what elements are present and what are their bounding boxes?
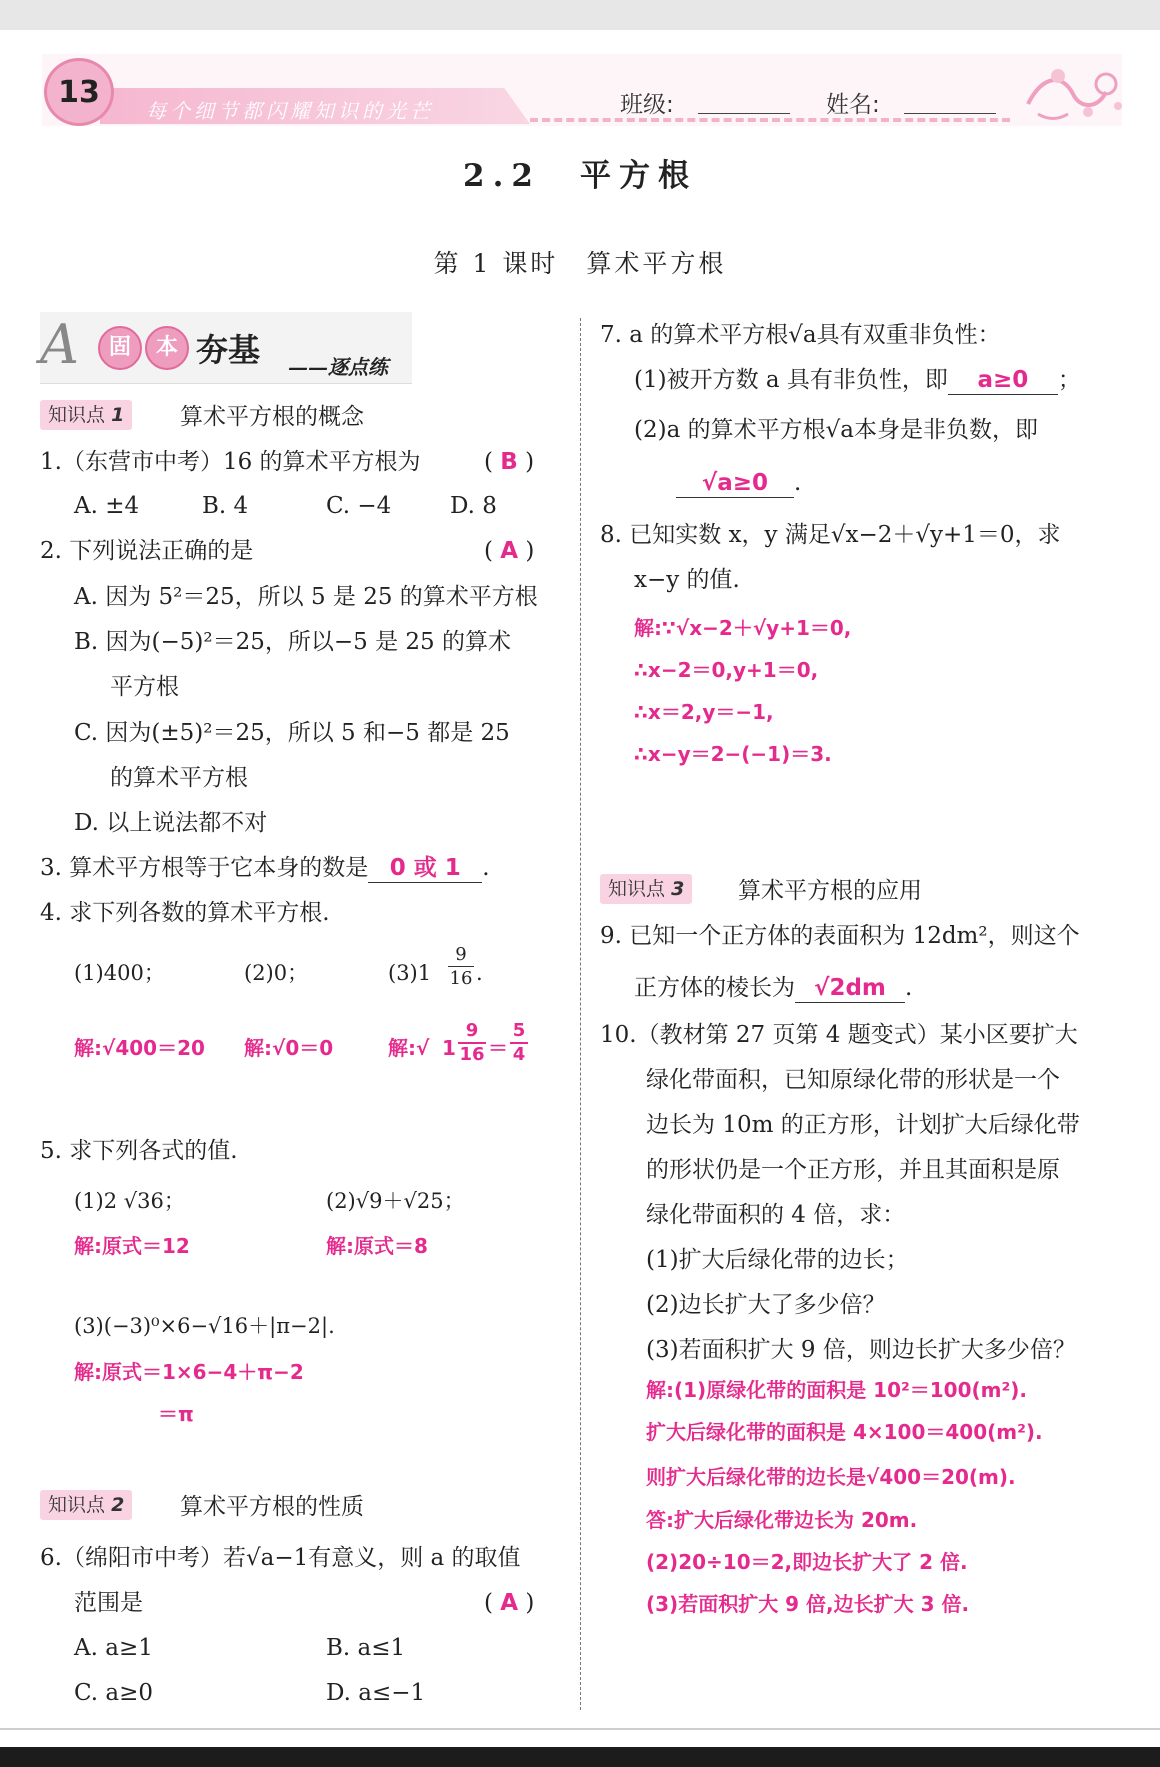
q1-answer-bracket: ( B ) <box>484 449 535 475</box>
q1-option-c: C. −4 <box>326 493 392 519</box>
q4-solution-3-num: 9 <box>458 1020 486 1044</box>
q10-line-5: 绿化带面积的 4 倍，求： <box>646 1202 906 1228</box>
q10-solution-3: 则扩大后绿化带的边长是√400＝20(m). <box>646 1465 1016 1489</box>
bottom-bar <box>0 1747 1160 1767</box>
q4-part-2: (2)0； <box>244 961 309 985</box>
page-number: 13 <box>44 58 114 126</box>
q4-fraction-den: 16 <box>449 968 473 989</box>
q5-solution-3: 解:原式＝1×6−4＋π−2 <box>74 1360 304 1384</box>
knowledge-point-1-title: 算术平方根的概念 <box>180 404 364 430</box>
q4-fraction-num: 9 <box>448 944 474 967</box>
q4-stem: 4. 求下列各数的算术平方根. <box>40 900 330 926</box>
q4-solution-1: 解:√400＝20 <box>74 1036 205 1060</box>
q8-solution-1: 解:∵√x−2＋√y+1＝0, <box>634 616 852 640</box>
q2-option-b: B. 因为(−5)²＝25，所以−5 是 25 的算术 <box>74 629 511 655</box>
q10-part-2: (2)边长扩大了多少倍？ <box>646 1292 886 1318</box>
q4-part-1: (1)400； <box>74 961 165 985</box>
q10-solution-2: 扩大后绿化带的面积是 4×100＝400(m²). <box>646 1420 1043 1444</box>
q4-solution-3: 解:√ <box>388 1036 430 1060</box>
q2-option-c-cont: 的算术平方根 <box>110 765 248 791</box>
bottom-line <box>0 1728 1160 1730</box>
q1-option-a: A. ±4 <box>74 493 140 519</box>
q10-line-1: 10.（教材第 27 页第 4 题变式）某小区要扩大 <box>600 1022 1078 1048</box>
knowledge-point-3-tag: 知识点 3 <box>600 874 692 904</box>
q6-option-d: D. a≤−1 <box>326 1680 426 1706</box>
knowledge-point-3-title: 算术平方根的应用 <box>738 878 922 904</box>
q4-solution-3-eq: ＝ <box>488 1036 508 1060</box>
q7-answer-1[interactable]: a≥0 <box>948 366 1058 395</box>
q9-stem-cont: 正方体的棱长为 √2dm . <box>634 975 913 1001</box>
q8-stem: 8. 已知实数 x，y 满足√x−2＋√y+1＝0，求 <box>600 522 1061 548</box>
q5-part-1: (1)2 √36； <box>74 1189 185 1213</box>
q8-solution-4: ∴x−y＝2−(−1)＝3. <box>634 742 832 766</box>
top-bar <box>0 0 1160 30</box>
q5-solution-2: 解:原式＝8 <box>326 1234 428 1258</box>
q10-line-4: 的形状仍是一个正方形，并且其面积是原 <box>646 1157 1060 1183</box>
floral-ornament-icon <box>1018 54 1128 126</box>
q5-solution-3-result: ＝π <box>158 1402 194 1426</box>
lesson-subtitle: 第 1 课时 算术平方根 <box>433 249 727 278</box>
q1-option-b: B. 4 <box>202 493 249 519</box>
q8-stem-cont: x−y 的值. <box>634 567 740 593</box>
q7-answer-2[interactable]: √a≥0 <box>676 469 794 498</box>
q10-solution-4: 答:扩大后绿化带边长为 20m. <box>646 1508 918 1532</box>
name-blank[interactable] <box>904 113 996 114</box>
q5-stem: 5. 求下列各式的值. <box>40 1138 238 1164</box>
q1-option-d: D. 8 <box>450 493 497 519</box>
q2-option-c: C. 因为(±5)²＝25，所以 5 和−5 都是 25 <box>74 720 510 746</box>
banner-word: 夯基 <box>196 331 261 369</box>
q10-line-2: 绿化带面积，已知原绿化带的形状是一个 <box>646 1067 1060 1093</box>
q6-stem-cont: 范围是 <box>74 1590 143 1616</box>
q4-solution-2: 解:√0＝0 <box>244 1036 334 1060</box>
q2-option-b-cont: 平方根 <box>110 674 179 700</box>
q10-part-1: (1)扩大后绿化带的边长； <box>646 1247 909 1273</box>
header-dashline <box>530 118 1010 122</box>
q7-part-2: (2)a 的算术平方根√a本身是非负数，即 <box>634 417 1038 443</box>
banner-letter: A <box>40 313 79 376</box>
q5-part-2: (2)√9＋√25； <box>326 1189 465 1213</box>
q3-stem: 3. 算术平方根等于它本身的数是 0 或 1 . <box>40 855 490 881</box>
q6-stem: 6.（绵阳市中考）若√a−1有意义，则 a 的取值 <box>40 1545 521 1571</box>
section-title: 2.2 平方根 <box>463 158 697 194</box>
q2-answer-bracket: ( A ) <box>484 538 535 564</box>
q4-part-3: (3)1 <box>388 961 432 985</box>
q4-period: . <box>476 961 483 985</box>
q4-solution-3-rnum: 5 <box>510 1020 528 1044</box>
q10-solution-1: 解:(1)原绿化带的面积是 10²＝100(m²). <box>646 1378 1027 1402</box>
q10-solution-5: (2)20÷10＝2,即边长扩大了 2 倍. <box>646 1550 968 1574</box>
q4-solution-3-den: 16 <box>459 1044 485 1065</box>
banner-circle-1: 固 <box>98 326 142 370</box>
q6-option-c: C. a≥0 <box>74 1680 154 1706</box>
q7-part-1: (1)被开方数 a 具有非负性，即 a≥0 ； <box>634 367 1081 393</box>
q5-solution-1: 解:原式＝12 <box>74 1234 190 1258</box>
q6-option-a: A. a≥1 <box>74 1635 153 1661</box>
q5-part-3: (3)(−3)⁰×6−√16＋|π−2|. <box>74 1314 335 1338</box>
q6-answer-bracket: ( A ) <box>484 1590 535 1616</box>
q8-solution-2: ∴x−2＝0,y+1＝0, <box>634 658 819 682</box>
name-label: 姓名: <box>826 92 880 118</box>
q9-answer[interactable]: √2dm <box>795 974 905 1003</box>
q2-stem: 2. 下列说法正确的是 <box>40 538 254 564</box>
knowledge-point-1-tag: 知识点 1 <box>40 400 132 430</box>
class-label: 班级: <box>620 92 674 118</box>
q10-solution-6: (3)若面积扩大 9 倍,边长扩大 3 倍. <box>646 1592 970 1616</box>
q9-stem: 9. 已知一个正方体的表面积为 12dm²，则这个 <box>600 923 1080 949</box>
q2-option-d: D. 以上说法都不对 <box>74 810 268 836</box>
q7-part-2-blank: √a≥0 . <box>676 468 801 498</box>
q7-stem: 7. a 的算术平方根√a具有双重非负性： <box>600 322 1001 348</box>
knowledge-point-2-title: 算术平方根的性质 <box>180 1494 364 1520</box>
q4-solution-3-whole: 1 <box>442 1036 456 1060</box>
knowledge-point-2-tag: 知识点 2 <box>40 1490 132 1520</box>
q1-stem: 1.（东营市中考）16 的算术平方根为 <box>40 449 421 475</box>
header-motto: 每个细节都闪耀知识的光芒 <box>146 99 434 123</box>
q10-line-3: 边长为 10m 的正方形，计划扩大后绿化带 <box>646 1112 1080 1138</box>
q4-solution-3-rden: 4 <box>512 1044 526 1065</box>
class-blank[interactable] <box>698 113 790 114</box>
banner-circle-2: 本 <box>145 326 189 370</box>
q6-option-b: B. a≤1 <box>326 1635 406 1661</box>
q8-solution-3: ∴x＝2,y＝−1, <box>634 700 774 724</box>
q10-part-3: (3)若面积扩大 9 倍，则边长扩大多少倍？ <box>646 1337 1076 1363</box>
q2-option-a: A. 因为 5²＝25，所以 5 是 25 的算术平方根 <box>74 584 538 610</box>
column-divider <box>580 318 581 1710</box>
banner-subtitle: ——逐点练 <box>288 355 388 379</box>
q3-answer[interactable]: 0 或 1 <box>368 854 482 883</box>
